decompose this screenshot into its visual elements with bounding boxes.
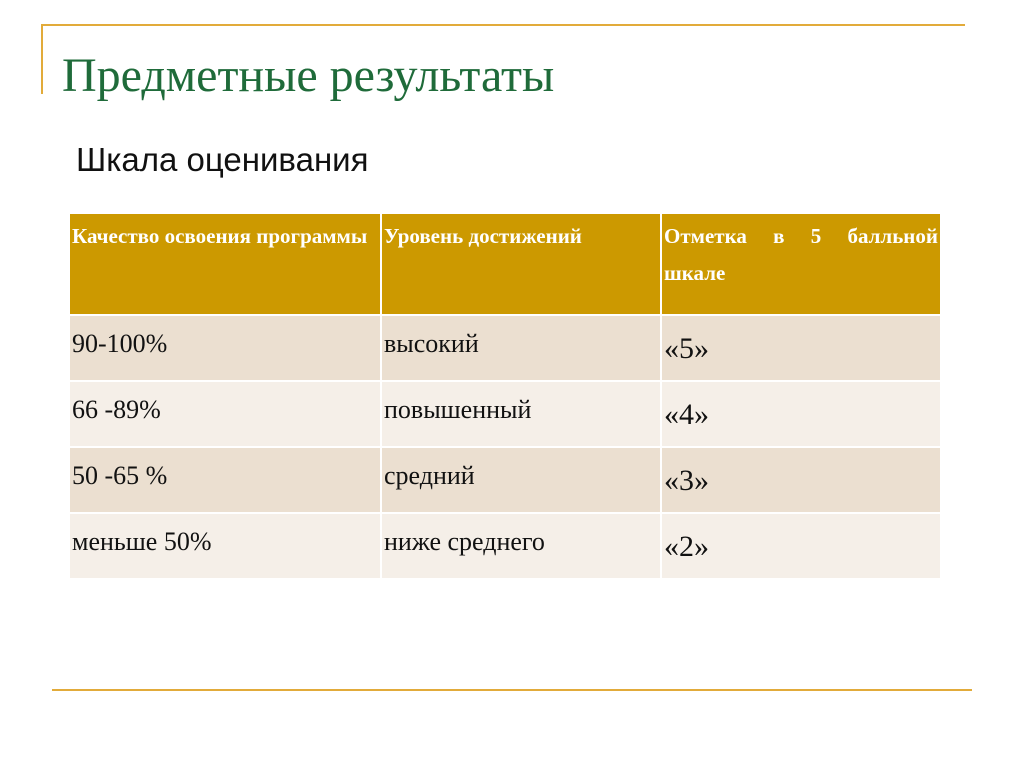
table-header-row bbox=[69, 213, 941, 315]
cell-quality bbox=[69, 315, 381, 381]
header-label: Отметка в 5 балльной шкале bbox=[664, 224, 938, 285]
cell-text: 90-100% bbox=[72, 329, 168, 358]
table-row bbox=[69, 381, 941, 447]
cell-text: повышенный bbox=[384, 395, 532, 424]
cell-text: средний bbox=[384, 461, 475, 490]
header-cell-quality bbox=[69, 213, 381, 315]
cell-text: «3» bbox=[664, 464, 709, 497]
frame-left-line bbox=[41, 24, 43, 94]
cell-text: меньше 50% bbox=[72, 527, 212, 556]
header-label: Качество освоения программы bbox=[72, 224, 368, 248]
cell-mark bbox=[661, 315, 941, 381]
header-label: Уровень достижений bbox=[384, 224, 582, 248]
cell-level bbox=[381, 513, 661, 579]
cell-quality bbox=[69, 381, 381, 447]
cell-mark bbox=[661, 381, 941, 447]
cell-text: 66 -89% bbox=[72, 395, 161, 424]
slide-title: Предметные результаты bbox=[62, 49, 555, 102]
cell-level bbox=[381, 381, 661, 447]
grading-scale-table bbox=[68, 212, 942, 580]
cell-text: 50 -65 % bbox=[72, 461, 168, 490]
cell-text: ниже среднего bbox=[384, 527, 545, 556]
table-row bbox=[69, 447, 941, 513]
cell-mark bbox=[661, 513, 941, 579]
cell-text: высокий bbox=[384, 329, 479, 358]
cell-level bbox=[381, 447, 661, 513]
header-cell-mark bbox=[661, 213, 941, 315]
cell-mark bbox=[661, 447, 941, 513]
table-row bbox=[69, 315, 941, 381]
frame-bottom-line bbox=[52, 689, 972, 691]
header-cell-level bbox=[381, 213, 661, 315]
slide-subtitle: Шкала оценивания bbox=[76, 141, 369, 178]
cell-text: «2» bbox=[664, 530, 709, 563]
cell-quality bbox=[69, 513, 381, 579]
cell-level bbox=[381, 315, 661, 381]
frame-top-line bbox=[41, 24, 965, 26]
table-row bbox=[69, 513, 941, 579]
cell-text: «4» bbox=[664, 398, 709, 431]
cell-quality bbox=[69, 447, 381, 513]
cell-text: «5» bbox=[664, 332, 709, 365]
